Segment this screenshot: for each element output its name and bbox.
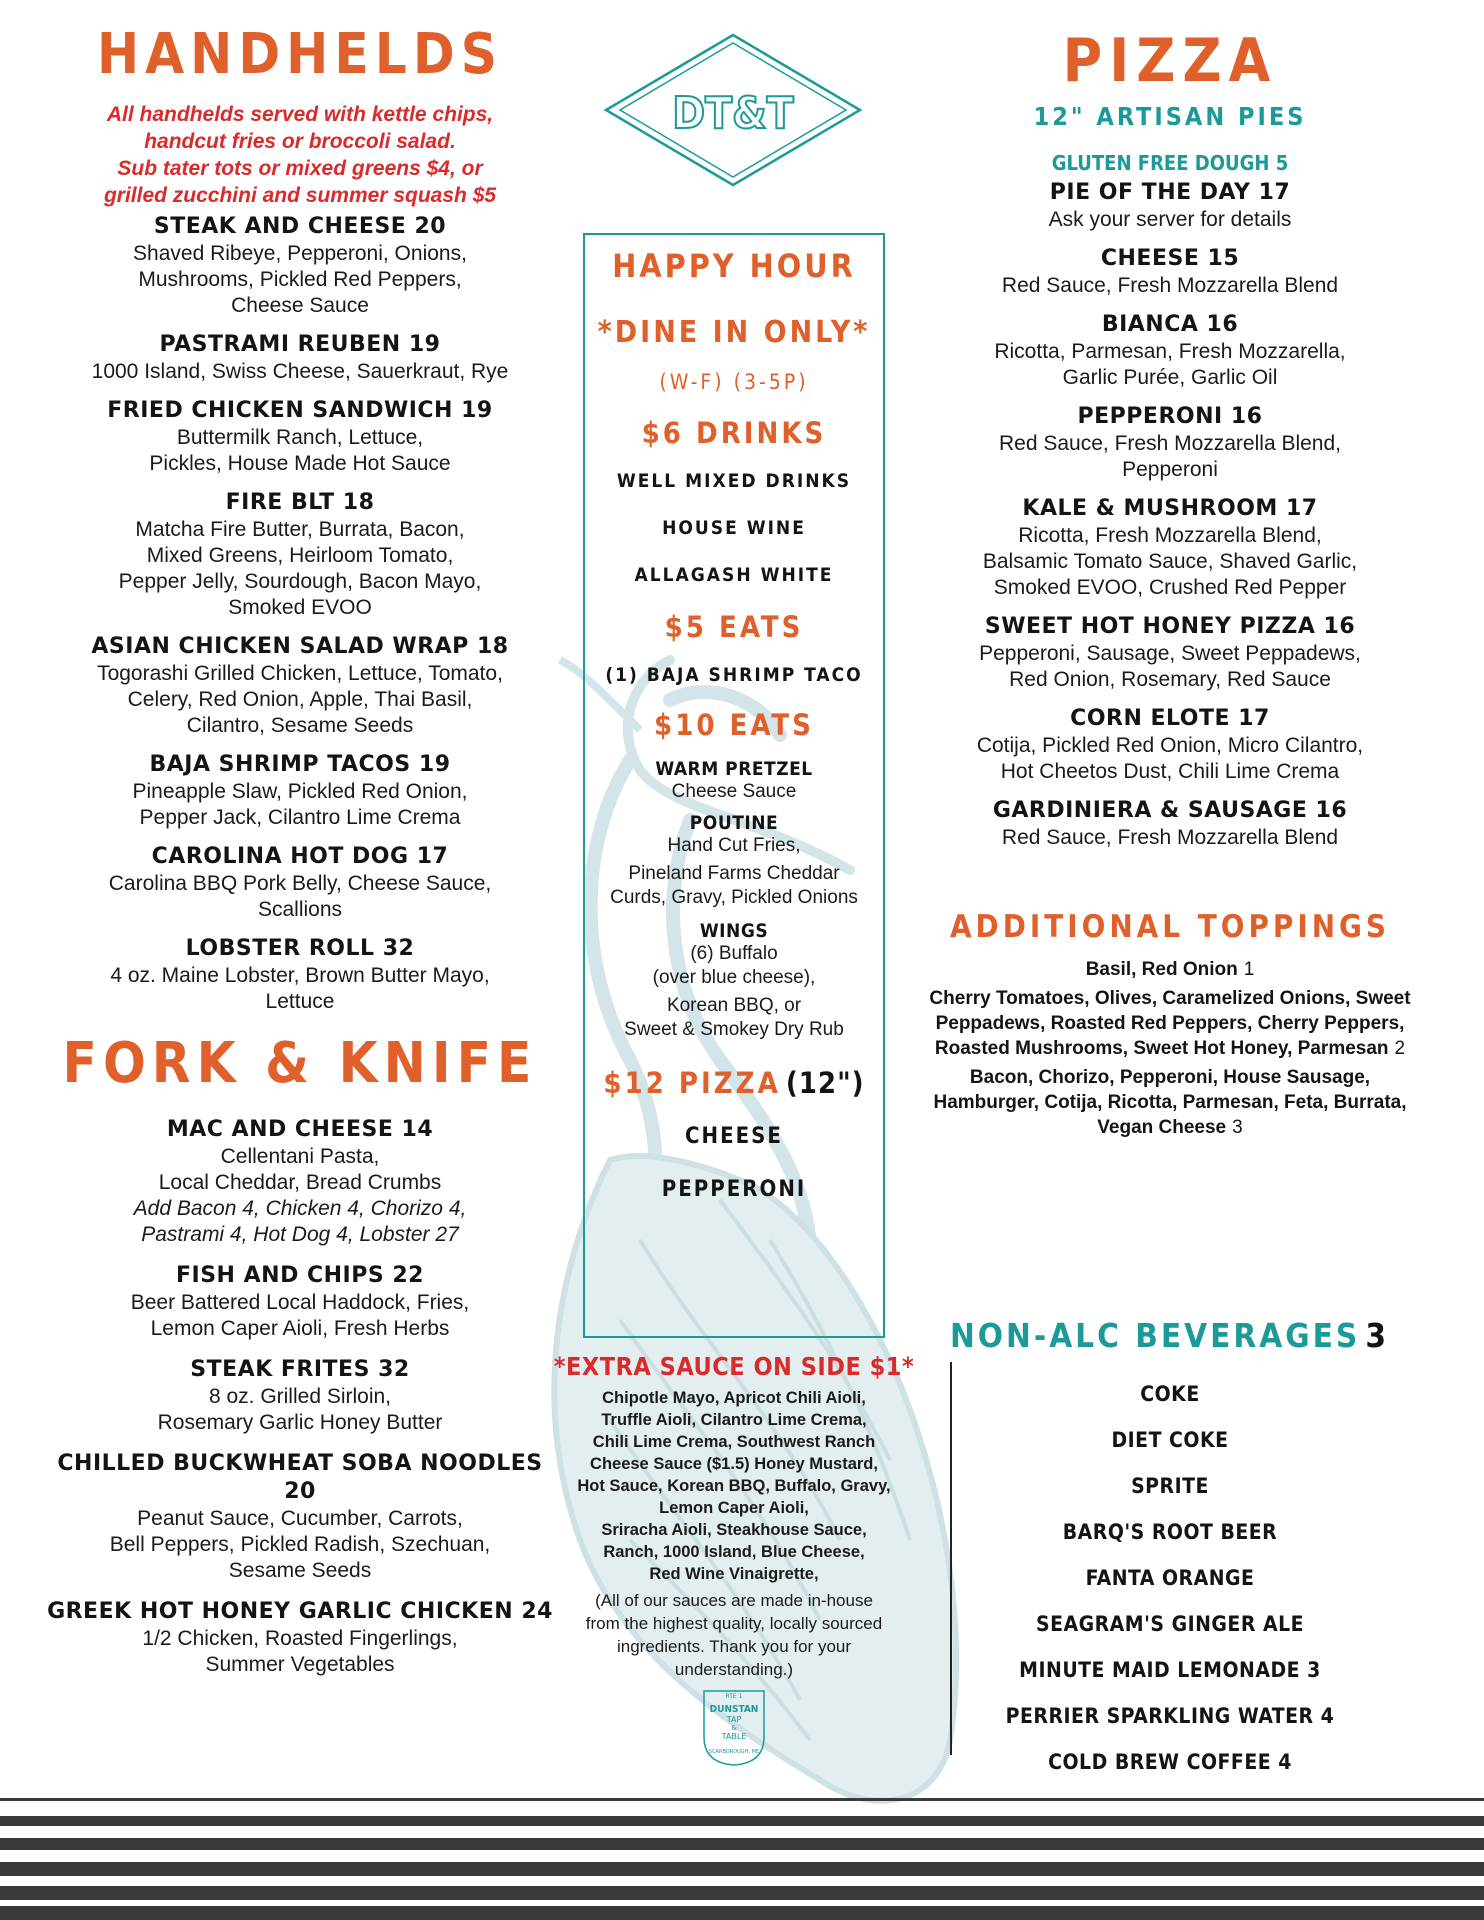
extra-sauce-section: [553, 1352, 915, 1771]
topping-group: [920, 986, 1420, 1061]
handhelds-note-line: All handhelds served with kettle chips,: [106, 103, 494, 126]
menu-item: [920, 613, 1420, 693]
handhelds-note: [40, 101, 560, 209]
sauce-list-line: Cheese Sauce ($1.5) Honey Mustard,: [590, 1455, 878, 1473]
hh-pizza-item: PEPPERONI: [661, 1177, 807, 1202]
menu-item-name: BAJA SHRIMP TACOS 19: [149, 752, 451, 777]
menu-item: [920, 797, 1420, 851]
twelve-pizza-size: (12"): [785, 1066, 865, 1100]
five-eats-title: $5 EATS: [664, 610, 804, 644]
extra-sauce-title: *EXTRA SAUCE ON SIDE $1*: [553, 1352, 915, 1381]
stripe: [0, 1838, 1484, 1850]
stamp-top: RTE 1: [725, 1693, 743, 1700]
menu-item-name: STEAK AND CHEESE 20: [153, 214, 447, 239]
topping-line: [920, 1065, 1420, 1090]
menu-item: [40, 213, 560, 319]
handhelds-note-line: Sub tater tots or mixed greens $4, or: [117, 157, 483, 180]
menu-item-name: BIANCA 16: [1101, 312, 1239, 337]
beverages-price: 3: [1365, 1316, 1391, 1355]
menu-item-desc: Red Sauce, Fresh Mozzarella Blend: [1001, 826, 1339, 849]
twelve-pizza-heading: [585, 1066, 883, 1100]
menu-item: [40, 843, 560, 923]
topping-line: [920, 1090, 1420, 1115]
menu-item-desc: Scallions: [257, 898, 343, 921]
toppings-list: [920, 957, 1420, 1140]
menu-item-addons: Add Bacon 4, Chicken 4, Chorizo 4,: [133, 1197, 467, 1220]
menu-item: [40, 1262, 560, 1342]
beverage-item: SPRITE: [1131, 1474, 1209, 1498]
handhelds-note-line: grilled zucchini and summer squash $5: [103, 184, 497, 207]
topping-text: Roasted Mushrooms, Sweet Hot Honey, Parmesan: [934, 1038, 1389, 1059]
sauce-list-line: Ranch, 1000 Island, Blue Cheese,: [603, 1543, 865, 1561]
menu-item-desc: Pepper Jack, Cilantro Lime Crema: [139, 806, 461, 829]
pizza-subtitle: 12" ARTISAN PIES: [1033, 102, 1307, 131]
menu-item-desc: 1/2 Chicken, Roasted Fingerlings,: [142, 1627, 458, 1650]
topping-text: Peppadews, Roasted Red Peppers, Cherry Peppers,: [935, 1013, 1405, 1034]
menu-item-name: KALE & MUSHROOM 17: [1022, 496, 1318, 521]
menu-item-name: PEPPERONI 16: [1077, 404, 1263, 429]
menu-item-desc: Summer Vegetables: [205, 1653, 395, 1676]
toppings-title: ADDITIONAL TOPPINGS: [949, 909, 1391, 945]
menu-item: [40, 331, 560, 385]
menu-item-name: GREEK HOT HONEY GARLIC CHICKEN 24: [47, 1599, 553, 1624]
beverage-item: PERRIER SPARKLING WATER 4: [1005, 1704, 1335, 1728]
ten-eats-item-desc: Sweet & Smokey Dry Rub: [624, 1019, 844, 1040]
drink-item: HOUSE WINE: [662, 517, 806, 539]
menu-item-desc: Red Sauce, Fresh Mozzarella Blend,: [999, 432, 1341, 455]
sauce-note-line: understanding.): [674, 1660, 794, 1679]
menu-item-desc: Carolina BBQ Pork Belly, Cheese Sauce,: [108, 872, 492, 895]
menu-item-desc: Pepperoni: [1122, 458, 1218, 481]
menu-item-desc: Ricotta, Fresh Mozzarella Blend,: [1018, 524, 1322, 547]
topping-text: Vegan Cheese: [1097, 1117, 1227, 1138]
menu-item-desc: Rosemary Garlic Honey Butter: [157, 1411, 443, 1434]
menu-item-desc: Pepper Jelly, Sourdough, Bacon Mayo,: [118, 570, 482, 593]
topping-text: Cherry Tomatoes, Olives, Caramelized Onions, Sweet: [929, 988, 1411, 1009]
menu-item-desc: Balsamic Tomato Sauce, Shaved Garlic,: [982, 550, 1358, 573]
menu-item-desc: 1000 Island, Swiss Cheese, Sauerkraut, Rye: [91, 360, 509, 383]
stamp-line: &: [731, 1724, 737, 1732]
menu-item-desc: Cotija, Pickled Red Onion, Micro Cilantro,: [976, 734, 1364, 757]
menu-item-desc: Pepperoni, Sausage, Sweet Peppadews,: [979, 642, 1361, 665]
menu-item: [40, 1116, 560, 1248]
menu-item-desc: Sesame Seeds: [228, 1559, 372, 1582]
topping-price: 1: [1243, 959, 1255, 980]
sauce-list-line: Hot Sauce, Korean BBQ, Buffalo, Gravy,: [577, 1477, 891, 1495]
topping-line: [920, 1115, 1420, 1140]
twelve-pizza-title: $12 PIZZA: [603, 1066, 781, 1100]
menu-item-desc: Peanut Sauce, Cucumber, Carrots,: [137, 1507, 463, 1530]
beverages-divider: [950, 1362, 952, 1755]
stripe: [0, 1798, 1484, 1801]
menu-item-desc: Local Cheddar, Bread Crumbs: [158, 1171, 442, 1194]
ten-eats-item-desc: Hand Cut Fries,: [667, 835, 801, 856]
beverage-item: FANTA ORANGE: [1085, 1566, 1255, 1590]
fork-knife-list: [40, 1116, 560, 1678]
menu-item: [920, 179, 1420, 233]
ten-eats-title: $10 EATS: [654, 708, 814, 742]
menu-item-desc: Mushrooms, Pickled Red Peppers,: [138, 268, 462, 291]
menu-item-desc: Ricotta, Parmesan, Fresh Mozzarella,: [994, 340, 1346, 363]
menu-item-desc: Pickles, House Made Hot Sauce: [149, 452, 451, 475]
menu-item-desc: Cheese Sauce: [231, 294, 369, 317]
beverages-heading: [940, 1316, 1400, 1355]
stripe: [0, 1906, 1484, 1920]
stripe: [0, 1816, 1484, 1826]
right-column: [920, 0, 1420, 1144]
sauce-note-line: ingredients. Thank you for your: [616, 1637, 852, 1656]
sauce-list-line: Chili Lime Crema, Southwest Ranch: [592, 1433, 876, 1451]
sauce-list-line: Chipotle Mayo, Apricot Chili Aioli,: [602, 1389, 866, 1407]
stripe: [0, 1886, 1484, 1900]
topping-line: [920, 1036, 1420, 1061]
footer-stripes: [0, 1798, 1484, 1920]
happy-hour-times: (W-F) (3-5P): [659, 370, 809, 394]
stripe: [0, 1862, 1484, 1876]
sauce-list-line: Sriracha Aioli, Steakhouse Sauce,: [601, 1521, 867, 1539]
menu-item-desc: Lettuce: [265, 990, 335, 1013]
beverage-item: MINUTE MAID LEMONADE 3: [1019, 1658, 1321, 1682]
beverages-title: NON-ALC BEVERAGES: [949, 1316, 1361, 1355]
menu-item-name: LOBSTER ROLL 32: [185, 936, 415, 961]
topping-text: Bacon, Chorizo, Pepperoni, House Sausage,: [969, 1067, 1371, 1088]
menu-item-desc: Pineapple Slaw, Pickled Red Onion,: [132, 780, 468, 803]
six-drinks-title: $6 DRINKS: [641, 416, 827, 450]
menu-item-desc: Matcha Fire Butter, Burrata, Bacon,: [135, 518, 465, 541]
sauce-note: [553, 1589, 915, 1681]
menu-item-name: STEAK FRITES 32: [190, 1357, 410, 1382]
menu-item-name: CHILLED BUCKWHEAT SOBA NOODLES 20: [57, 1451, 543, 1504]
ten-eats-item-desc: Pineland Farms Cheddar: [628, 863, 840, 884]
ten-eats-item-desc: (6) Buffalo: [690, 943, 778, 964]
menu-item-desc: Bell Peppers, Pickled Radish, Szechuan,: [109, 1533, 491, 1556]
menu-item-desc: Red Sauce, Fresh Mozzarella Blend: [1001, 274, 1339, 297]
menu-item-desc: Ask your server for details: [1048, 208, 1292, 231]
stamp-line: TABLE: [721, 1732, 747, 1741]
topping-price: 3: [1232, 1117, 1243, 1138]
left-column: [40, 0, 560, 1692]
ten-eats-item-desc: (over blue cheese),: [652, 967, 816, 988]
menu-item-name: CHEESE 15: [1100, 246, 1240, 271]
dine-in-only: *DINE IN ONLY*: [597, 315, 871, 350]
sauce-note-line: (All of our sauces are made in-house: [595, 1591, 873, 1610]
menu-item-desc: 8 oz. Grilled Sirloin,: [208, 1385, 392, 1408]
menu-item-name: ASIAN CHICKEN SALAD WRAP 18: [91, 634, 509, 659]
gluten-free-note: GLUTEN FREE DOUGH 5: [1051, 151, 1289, 175]
topping-line: [920, 1011, 1420, 1036]
topping-line: [920, 986, 1420, 1011]
menu-item-desc: Cilantro, Sesame Seeds: [186, 714, 414, 737]
handhelds-title: HANDHELDS: [97, 22, 503, 87]
hh-pizza-item: CHEESE: [685, 1124, 783, 1149]
topping-group: [920, 1065, 1420, 1140]
menu-item: [920, 705, 1420, 785]
menu-item-addons: Pastrami 4, Hot Dog 4, Lobster 27: [141, 1223, 459, 1246]
menu-item-name: GARDINIERA & SAUSAGE 16: [992, 798, 1348, 823]
menu-item-desc: Smoked EVOO: [228, 596, 372, 619]
menu-item: [40, 1356, 560, 1436]
menu-item-name: CAROLINA HOT DOG 17: [151, 844, 449, 869]
menu-item: [40, 935, 560, 1015]
sauce-list-line: Truffle Aioli, Cilantro Lime Crema,: [601, 1411, 867, 1429]
menu-item-desc: Mixed Greens, Heirloom Tomato,: [146, 544, 454, 567]
menu-item: [40, 633, 560, 739]
menu-item: [40, 751, 560, 831]
menu-item: [40, 397, 560, 477]
dtt-logo: [603, 32, 863, 188]
five-eats-item: (1) BAJA SHRIMP TACO: [605, 664, 863, 686]
menu-item: [920, 311, 1420, 391]
ten-eats-item-desc: Curds, Gravy, Pickled Onions: [610, 887, 858, 908]
menu-item-desc: Hot Cheetos Dust, Chili Lime Crema: [1000, 760, 1340, 783]
menu-item-desc: Smoked EVOO, Crushed Red Pepper: [993, 576, 1347, 599]
topping-text: Basil, Red Onion: [1085, 959, 1238, 980]
beverage-item: DIET COKE: [1111, 1428, 1229, 1452]
ten-eats-item-name: WARM PRETZEL: [655, 758, 813, 780]
drink-item: ALLAGASH WHITE: [634, 564, 834, 586]
menu-item-name: FIRE BLT 18: [225, 490, 375, 515]
menu-item-desc: Red Onion, Rosemary, Red Sauce: [1009, 668, 1331, 691]
stamp-bottom: SCARBOROUGH, ME: [708, 1749, 760, 1755]
stamp-line: DUNSTAN: [709, 1704, 759, 1715]
menu-item-desc: Cellentani Pasta,: [220, 1145, 380, 1168]
topping-group: [920, 957, 1420, 982]
sauce-list: [553, 1387, 915, 1585]
menu-item-desc: Lemon Caper Aioli, Fresh Herbs: [150, 1317, 450, 1340]
menu-item: [40, 1598, 560, 1678]
menu-item-desc: Shaved Ribeye, Pepperoni, Onions,: [133, 242, 467, 265]
topping-line: [920, 957, 1420, 982]
menu-item-desc: Celery, Red Onion, Apple, Thai Basil,: [127, 688, 473, 711]
logo-text: DT&T: [672, 88, 794, 139]
pizza-title: PIZZA: [1062, 26, 1278, 96]
sauce-list-line: Red Wine Vinaigrette,: [649, 1565, 819, 1583]
menu-item: [920, 245, 1420, 299]
dunstan-stamp-logo: [699, 1687, 769, 1767]
menu-item-desc: Togorashi Grilled Chicken, Lettuce, Tomato,: [97, 662, 503, 685]
menu-item: [920, 495, 1420, 601]
menu-item-desc: Garlic Purée, Garlic Oil: [1062, 366, 1278, 389]
menu-item: [920, 403, 1420, 483]
ten-eats-item-name: POUTINE: [689, 812, 779, 834]
menu-item: [40, 1450, 560, 1584]
menu-item-name: PIE OF THE DAY 17: [1049, 180, 1291, 205]
happy-hour-box: [583, 233, 885, 1338]
beverage-item: COKE: [1140, 1382, 1200, 1406]
happy-hour-title: HAPPY HOUR: [612, 247, 856, 285]
drink-item: WELL MIXED DRINKS: [616, 470, 852, 492]
handhelds-note-line: handcut fries or broccoli salad.: [144, 130, 456, 153]
menu-item-name: FRIED CHICKEN SANDWICH 19: [107, 398, 493, 423]
pizza-list: [920, 179, 1420, 851]
sauce-list-line: Lemon Caper Aioli,: [659, 1499, 809, 1517]
beverage-item: BARQ'S ROOT BEER: [1062, 1520, 1278, 1544]
beverage-item: SEAGRAM'S GINGER ALE: [1035, 1612, 1305, 1636]
beverage-item: COLD BREW COFFEE 4: [1048, 1750, 1292, 1774]
menu-item-desc: Buttermilk Ranch, Lettuce,: [176, 426, 424, 449]
menu-item-name: PASTRAMI REUBEN 19: [159, 332, 441, 357]
menu-item-name: FISH AND CHIPS 22: [176, 1263, 424, 1288]
menu-item-name: MAC AND CHEESE 14: [166, 1117, 434, 1142]
topping-text: Hamburger, Cotija, Ricotta, Parmesan, Feta, Burrata,: [933, 1092, 1407, 1113]
menu-item-desc: Beer Battered Local Haddock, Fries,: [130, 1291, 470, 1314]
menu-item: [40, 489, 560, 621]
sauce-note-line: from the highest quality, locally sourced: [585, 1614, 883, 1633]
menu-item-name: SWEET HOT HONEY PIZZA 16: [984, 614, 1356, 639]
ten-eats-item-desc: Cheese Sauce: [671, 781, 797, 802]
ten-eats-item-name: WINGS: [699, 920, 769, 942]
fork-knife-title: FORK & KNIFE: [62, 1031, 538, 1096]
topping-price: 2: [1394, 1038, 1406, 1059]
ten-eats-item-desc: Korean BBQ, or: [666, 995, 802, 1016]
menu-item-name: CORN ELOTE 17: [1070, 706, 1270, 731]
menu-item-desc: 4 oz. Maine Lobster, Brown Butter Mayo,: [110, 964, 490, 987]
stamp-line: TAP: [726, 1715, 742, 1724]
handhelds-list: [40, 213, 560, 1015]
